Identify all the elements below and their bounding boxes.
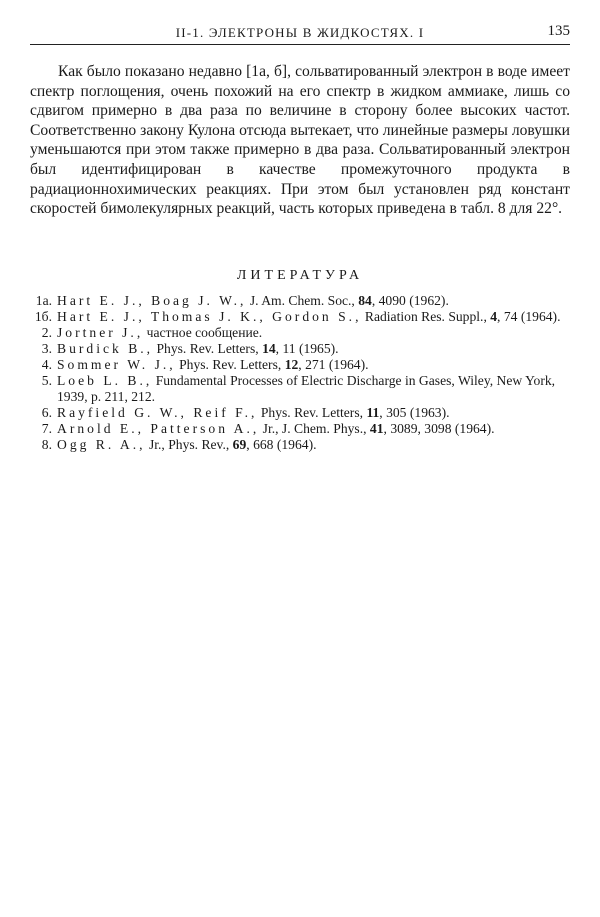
reference-number: 1б.	[34, 309, 52, 324]
reference-text	[57, 309, 575, 325]
reference-pages: , 271 (1964).	[298, 357, 369, 372]
reference-pages: , 305 (1963).	[379, 405, 450, 420]
reference-volume: 14	[262, 341, 276, 356]
reference-item	[30, 325, 575, 341]
page-number: 135	[547, 23, 570, 39]
reference-pages: , 4090 (1962).	[371, 293, 449, 308]
reference-volume: 41	[369, 421, 384, 436]
reference-authors: Jortner J.,	[57, 325, 144, 340]
reference-number: 5.	[41, 373, 52, 388]
reference-authors: Ogg R. A.,	[57, 437, 146, 452]
reference-volume: 4	[490, 309, 498, 324]
reference-number: 7.	[41, 421, 52, 436]
reference-source: Phys. Rev. Letters,	[175, 357, 285, 372]
reference-item	[30, 421, 575, 437]
body-paragraph: Как было показано недавно [1а, б], сольватированный электрон в воде имеет спектр поглощения, очень похожий на его спектр в жидком аммиаке, лишь со сдвигом примерно в два раза по величине в сторону более высоких частот. Соответственно закону Кулона отсюда вытекает, что линейные размеры ловушки уменьшаются при этом также примерно в два раза. Сольватированный электрон был идентифицирован в качестве промежуточного продукта в радиационнохимических реакциях. При этом был установлен ряд констант скоростей бимолекулярных реакций, часть которых приведена в табл. 8 для 22°.	[30, 63, 570, 218]
reference-item	[30, 293, 575, 309]
reference-source: Phys. Rev. Letters,	[153, 341, 263, 356]
reference-pages: , 668 (1964).	[246, 437, 317, 452]
reference-authors: Rayfield G. W., Reif F.,	[57, 405, 258, 420]
reference-source: частное сообщение.	[143, 325, 263, 340]
reference-item	[30, 437, 575, 453]
reference-source: Phys. Rev. Letters,	[257, 405, 367, 420]
reference-authors: Burdick B.,	[57, 341, 154, 356]
reference-item	[30, 373, 575, 405]
reference-source: Radiation Res. Suppl.,	[361, 309, 491, 324]
reference-volume: 84	[358, 293, 372, 308]
reference-item	[30, 405, 575, 421]
reference-authors: Loeb L. B.,	[57, 373, 153, 388]
reference-authors: Arnold E., Patterson A.,	[57, 421, 260, 436]
reference-pages: , 74 (1964).	[497, 309, 561, 324]
reference-text	[57, 325, 575, 341]
reference-item	[30, 357, 575, 373]
reference-list	[30, 293, 575, 453]
reference-number: 3.	[41, 341, 52, 356]
reference-pages: , 3089, 3098 (1964).	[383, 421, 495, 436]
reference-authors: Sommer W. J.,	[57, 357, 176, 372]
reference-volume: 12	[284, 357, 299, 372]
reference-pages: , 11 (1965).	[275, 341, 339, 356]
reference-text	[57, 405, 575, 421]
reference-number: 4.	[41, 357, 52, 372]
reference-source: Jr., Phys. Rev.,	[145, 437, 233, 452]
reference-text	[57, 293, 575, 309]
reference-source: Jr., J. Chem. Phys.,	[259, 421, 370, 436]
reference-text	[57, 421, 575, 437]
references-heading: ЛИТЕРАТУРА	[236, 268, 364, 283]
running-title: II-1. ЭЛЕКТРОНЫ В ЖИДКОСТЯХ. I	[175, 25, 425, 40]
reference-text	[57, 373, 575, 405]
reference-volume: 69	[232, 437, 247, 452]
reference-authors: Hart E. J., Thomas J. K., Gordon S.,	[57, 309, 362, 324]
reference-volume: 11	[366, 405, 380, 420]
reference-text	[57, 437, 575, 453]
reference-number: 6.	[41, 405, 52, 420]
reference-number: 2.	[41, 325, 52, 340]
reference-number: 8.	[41, 437, 52, 452]
reference-source: J. Am. Chem. Soc.,	[246, 293, 359, 308]
reference-authors: Hart E. J., Boag J. W.,	[57, 293, 247, 308]
reference-item	[30, 341, 575, 357]
reference-item	[30, 309, 575, 325]
reference-text	[57, 357, 575, 373]
reference-number: 1а.	[35, 293, 52, 308]
reference-text	[57, 341, 575, 357]
page-header	[30, 18, 570, 45]
reference-source: Fundamental Processes of Electric Discharge in Gases, Wiley, New York, 1939, p. 211, 212.	[57, 373, 556, 404]
